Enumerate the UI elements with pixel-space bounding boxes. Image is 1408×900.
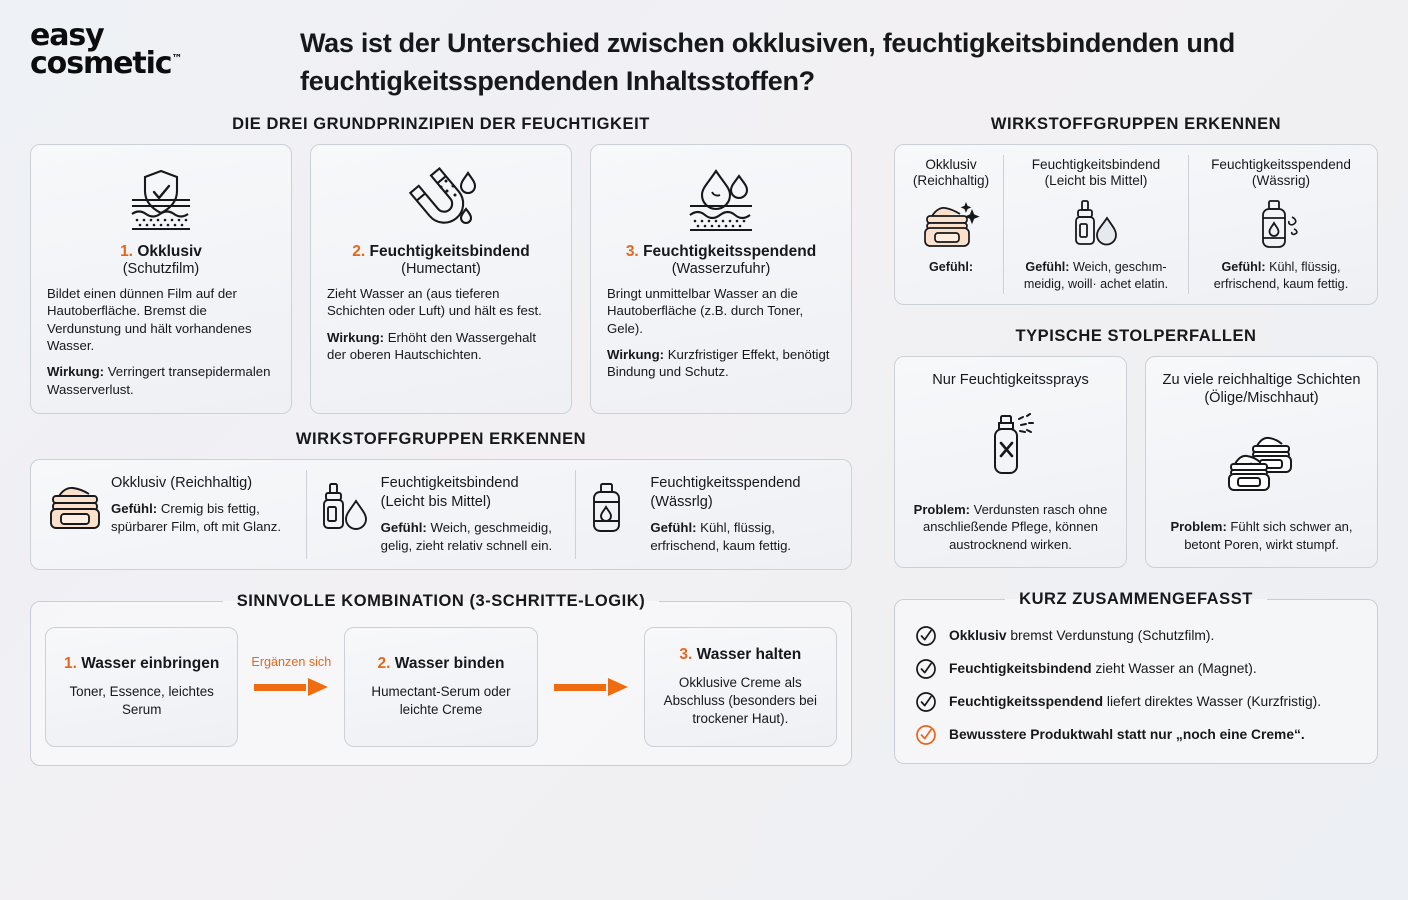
groups-left-row [37,470,845,559]
summary-text [949,628,1214,643]
pitfall-title-main: Nur Feuchtigkeitssprays [932,372,1089,388]
group-sub: (Wässrig) [1251,172,1311,188]
pitfalls-cards [894,356,1378,568]
summary-group [894,590,1378,764]
principle-description: Zieht Wasser an (aus tieferen Schichten oder Luft) und hält es fest. [327,285,542,319]
principle-title [47,243,275,261]
step-3 [644,627,837,747]
step-name: Wasser einbringen [81,654,220,672]
stacked-jars-icon [1162,407,1361,518]
connector-2 [538,627,644,747]
group-sub: (Wässrlg) [650,494,713,511]
principle-number: 3. [625,242,639,260]
summary-item [905,685,1367,718]
effect-label: Wirkung: [47,364,105,380]
principle-name: Okklusiv [137,242,202,260]
arrow-right-icon [554,681,628,693]
brand-logo [30,16,280,101]
group-feel [908,259,994,275]
page-header [0,0,1408,101]
group-feuchtigkeitsbindend [306,470,576,559]
step-number: 2. [377,654,391,672]
check-circle-icon [915,625,937,647]
droplet-skin-icon [607,159,835,241]
principle-title [327,243,555,261]
group-heading [1198,157,1364,190]
feel-label: Gefühl: [928,260,974,275]
content-columns [0,101,1408,766]
group-feuchtigkeitsspendend [575,470,845,559]
group-name: Okklusiv [111,474,167,491]
cream-jar-sparkle-icon [908,195,994,257]
step-body: Okklusive Creme als Abschluss (besonders bei trockener Haut). [663,674,817,726]
step-title [679,646,801,664]
group-name: Feuchtigkeitsspendend [650,474,801,491]
principle-card-feuchtigkeitsspendend [590,144,852,414]
principle-subtitle: (Humectant) [401,260,481,277]
summary-section-title: KURZ ZUSAMMENGEFASST [1019,590,1253,608]
effect-text: Erhöht den Wassergehalt der oberen Hautschichten. [327,329,537,362]
groups-right-section-title: WIRKSTOFFGRUPPEN ERKENNEN [990,114,1282,133]
group-sub: (Leicht bis Mittel) [380,494,491,511]
summary-text [949,694,1321,709]
principles-section-title: DIE DREI GRUNDPRINZIPIEN DER FEUCHTIGKEIT [232,114,650,133]
pitfall-problem [911,501,1110,553]
principle-subtitle: (Schutzfilm) [122,260,200,277]
feel-label: Gefühl: [111,501,158,517]
group-name: Feuchtigkeitsbindend [380,474,519,491]
summary-rest: bremst Verdunstung (Schutzfilm). [1006,628,1215,643]
step-title [378,655,505,673]
right-column [894,115,1378,766]
trademark-symbol: ™ [171,51,183,65]
group-feel [1013,259,1179,292]
steps-flow [45,627,837,747]
group-okklusiv-right [899,155,1003,294]
left-column [30,115,852,766]
connector-label: Ergänzen sich [251,654,332,669]
magnet-droplet-icon [327,159,555,241]
dropper-bottle-droplet-icon [1013,195,1179,257]
principle-body [327,285,555,364]
check-circle-icon [915,724,937,746]
connector-1 [238,627,344,747]
group-name: Feuchtigkeitsspendend [1211,156,1351,172]
effect-text: Kurzfristiger Effekt, benötigt Bindung und Schutz. [607,346,830,380]
principle-name: Feuchtigkeitsbindend [369,242,530,260]
pitfall-problem [1162,518,1361,553]
group-name: Feuchtigkeitsbindend [1031,156,1161,172]
group-name: Okklusiv [925,156,977,172]
groups-right-row [899,155,1373,294]
group-heading [1013,157,1179,190]
group-feel [650,519,835,554]
principle-body [607,285,835,381]
group-text [650,474,835,555]
feel-text: Weich, geschım- meidig, woill· achet elatin. [1023,260,1169,291]
principle-description: Bildet einen dünnen Film auf der Hautoberfläche. Bremst die Verdunstung und hält vorhandenes Wasser. [47,285,252,353]
principle-card-okklusiv [30,144,292,414]
step-name: Wasser halten [696,645,802,663]
step-body: Toner, Essence, leichtes Serum [69,683,214,717]
groups-right-card [894,144,1378,305]
principle-body [47,285,275,399]
summary-item [905,619,1367,652]
group-feel [381,519,566,554]
bottle-splash-icon [1198,195,1364,257]
check-circle-icon [915,658,937,680]
problem-text: Verdunsten rasch ohne anschließende Pflege, können austrocknend wirken. [923,502,1108,552]
problem-label: Problem: [913,502,970,518]
principle-subtitle: (Wasserzufuhr) [671,260,771,277]
combination-section-title: SINNVOLLE KOMBINATION (3-SCHRITTE-LOGIK) [236,591,646,610]
pitfall-card-schichten [1145,356,1378,568]
principle-number: 1. [120,242,133,260]
combination-group [30,592,852,766]
cream-jar-icon [47,474,103,532]
summary-bold: Feuchtigkeitsspendend [949,694,1104,709]
summary-bold: Feuchtigkeitsbindend [949,661,1092,676]
step-title [64,655,219,673]
group-heading [111,474,296,493]
spray-bottle-icon [586,474,642,534]
brand-line-1: easy [30,18,104,53]
groups-left-section-title: WIRKSTOFFGRUPPEN ERKENNEN [295,429,587,448]
feel-label: Gefühl: [380,520,427,536]
principle-description: Bringt unmittelbar Wasser an die Hautoberfläche (z.B. durch Toner, Gele). [607,285,804,336]
shield-skin-icon [47,159,275,241]
group-sub: (Reichhaltig) [170,474,253,491]
summary-item [905,718,1367,751]
step-number: 1. [63,654,77,672]
principle-title [607,243,835,261]
step-2 [344,627,537,747]
step-1 [45,627,238,747]
problem-label: Problem: [1170,519,1227,535]
effect-label: Wirkung: [327,329,385,345]
group-text [381,474,566,555]
summary-rest: liefert direktes Wasser (Kurzfristig). [1103,694,1322,709]
problem-text: Fühlt sich schwer an, betont Poren, wirkt stumpf. [1184,519,1353,552]
summary-text [949,661,1257,676]
pitfall-title-sub: (Ölige/Mischhaut) [1204,390,1319,407]
feel-label: Gefühl: [1025,260,1070,275]
effect-label: Wirkung: [607,346,665,362]
summary-rest: zieht Wasser an (Magnet). [1091,661,1257,676]
feel-text: Kühl, flüssig, erfrischend, kaum fettig. [1213,260,1349,291]
principle-name: Feuchtigkeitsspendend [643,242,817,260]
feel-text: Weich, geschmeidig, gelig, zieht relativ schnell ein. [380,520,553,554]
group-text [111,474,296,536]
group-sub: (Leicht bis Mittel) [1044,172,1148,188]
group-feuchtigkeitsbindend-right [1003,155,1188,294]
groups-left-card [30,459,852,570]
step-number: 3. [679,645,693,663]
pitfalls-section-title: TYPISCHE STOLPERFALLEN [1015,327,1257,345]
group-sub: (Reichhaltig) [912,172,990,188]
arrow-right-icon [254,681,328,693]
feel-label: Gefühl: [1221,260,1266,275]
dropper-bottle-icon [317,474,373,534]
brand-line-2: cosmetic [30,45,172,81]
effect-text: Verringert transepidermalen Wasserverlust. [47,364,271,397]
pitfall-title-main: Zu viele reichhaltige Schichten [1162,372,1361,388]
feel-label: Gefühl: [650,520,697,536]
principles-cards [30,144,852,414]
feel-text: Kühl, flüssig, erfrischend, kaum fettig. [650,520,792,554]
group-heading [908,157,994,190]
principle-number: 2. [352,242,366,260]
group-heading [650,474,835,513]
pitfall-card-sprays [894,356,1127,568]
group-feuchtigkeitsspendend-right [1188,155,1373,294]
summary-bold: Okklusiv [949,628,1007,643]
spray-bottle-x-icon [911,389,1110,501]
summary-item [905,652,1367,685]
step-body: Humectant-Serum oder leichte Creme [371,683,511,717]
check-circle-icon [915,691,937,713]
summary-bold: Bewusstere Produktwahl statt nur „noch eine Creme“. [949,727,1305,742]
step-name: Wasser binden [394,654,505,672]
group-heading [381,474,566,513]
group-feel [1198,259,1364,292]
group-feel [111,500,296,535]
pitfall-title [1162,371,1361,407]
pitfall-title [911,371,1110,389]
page-title: Was ist der Unterschied zwischen okklusiven, feuchtigkeitsbindenden und feuchtigkeitsspendenden Inhaltsstoffen? [300,28,1235,97]
group-okklusiv [37,470,306,559]
feel-text: Cremig bis fettig, spürbarer Film, oft mit Glanz. [111,501,282,534]
principle-card-feuchtigkeitsbindend [310,144,572,414]
summary-text [949,727,1305,742]
